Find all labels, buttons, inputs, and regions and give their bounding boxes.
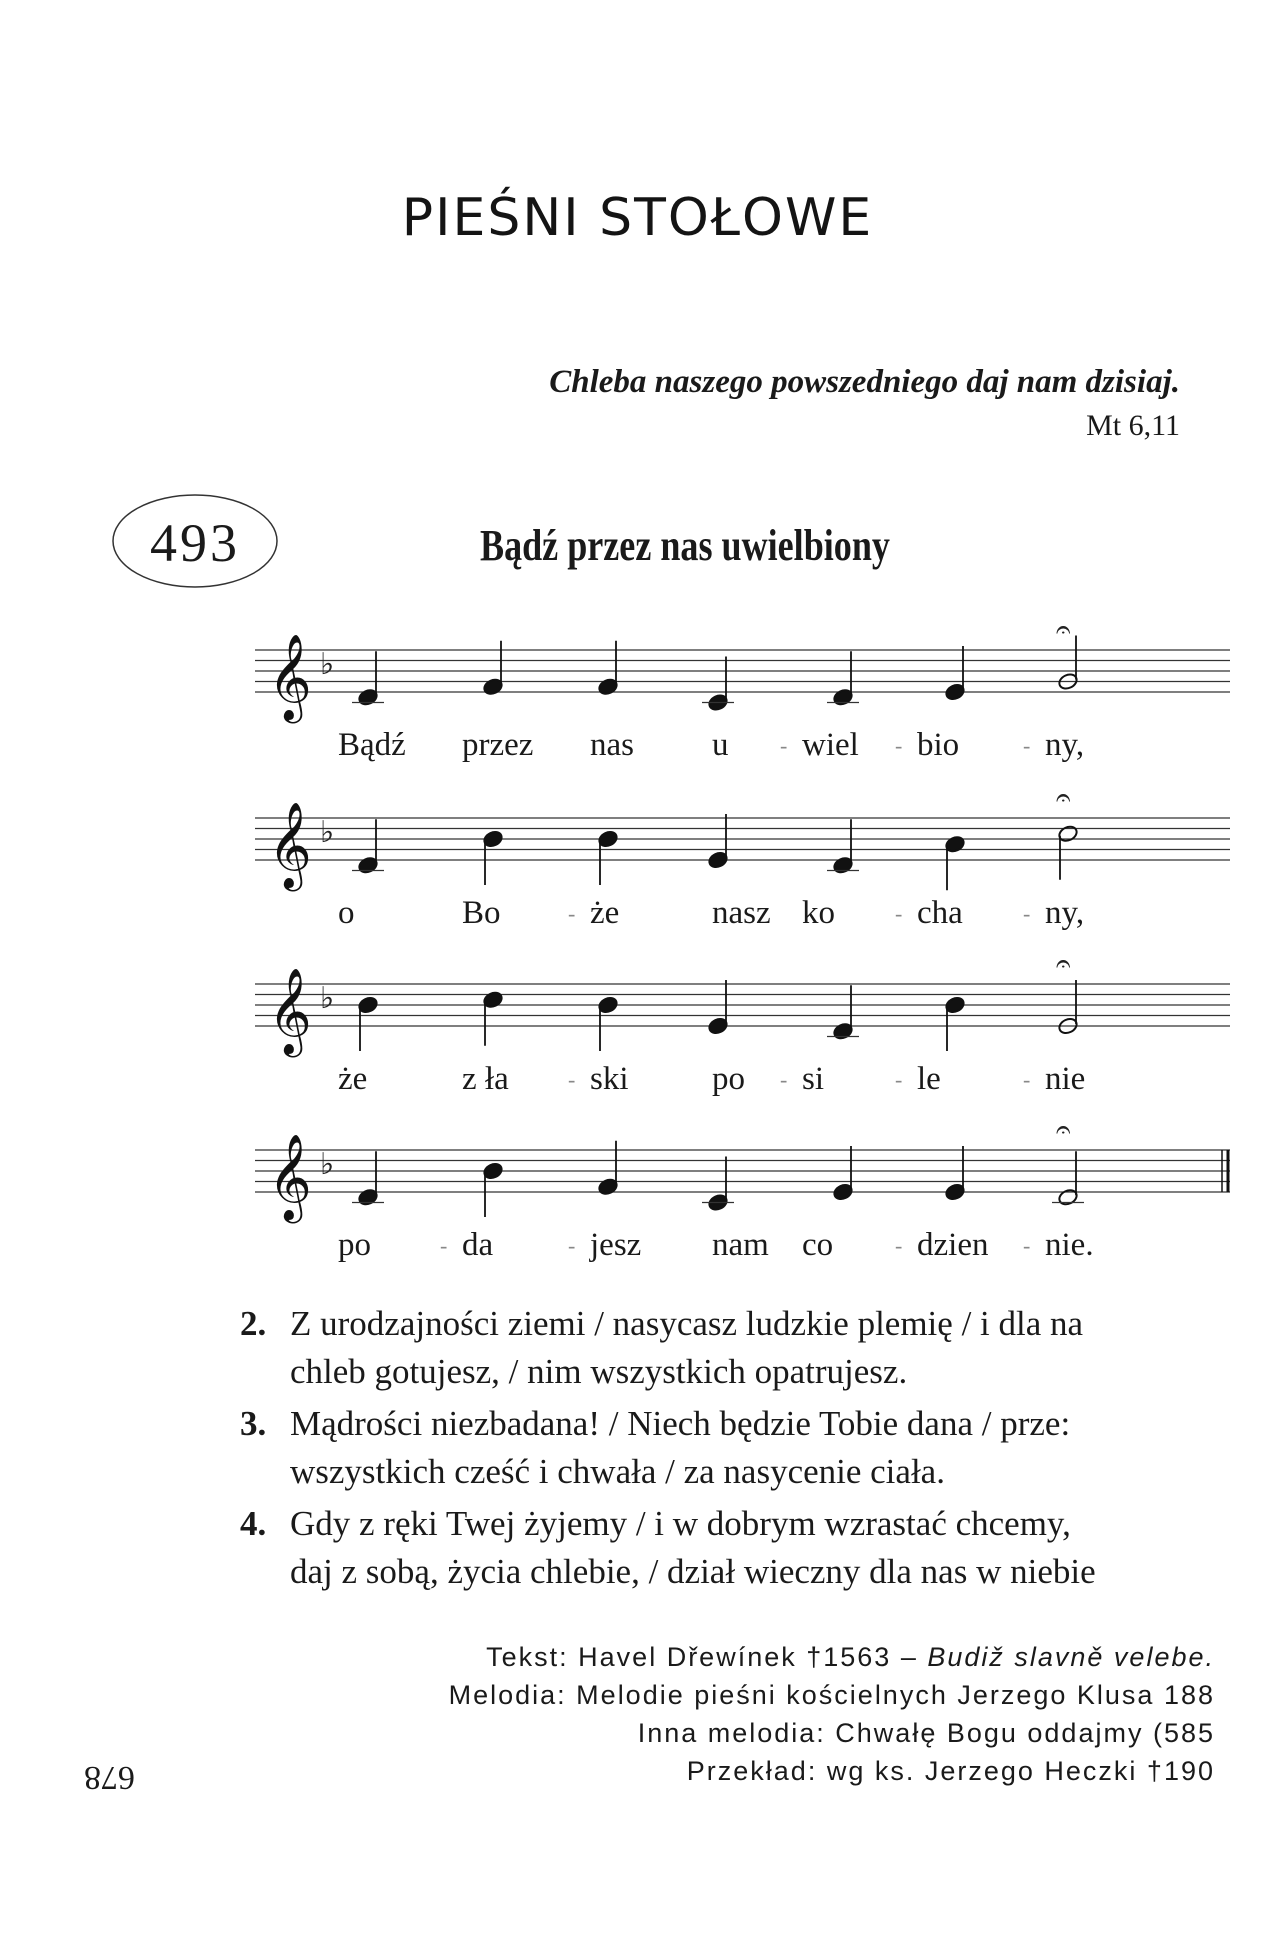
verse-number: 4. (240, 1504, 267, 1543)
lyric-hyphen: - (1023, 733, 1031, 758)
lyric-syllable: że (338, 1061, 368, 1097)
lyric-syllable: ko (802, 895, 835, 931)
credit-translation: Przekład: wg ks. Jerzego Heczki †190 (686, 1756, 1215, 1786)
lyric-syllable: nie (1045, 1061, 1086, 1097)
lyric-syllable: ski (590, 1061, 629, 1097)
lyric-syllable: da (462, 1227, 494, 1263)
lyric-hyphen: - (568, 1067, 576, 1092)
lyric-syllable: przez (462, 727, 534, 763)
verse-line: daj z sobą, życia chlebie, / dział wieczny dla nas w niebie (290, 1552, 1096, 1591)
lyric-syllable: ny, (1045, 895, 1085, 931)
lyric-hyphen: - (440, 1233, 448, 1258)
treble-clef-icon: 𝄞 (268, 634, 312, 720)
lyric-syllable: jesz (590, 1227, 642, 1263)
lyric-hyphen: - (780, 1067, 788, 1092)
lyric-hyphen: - (895, 1233, 903, 1258)
lyric-syllable: le (917, 1061, 941, 1097)
verse-line: Gdy z ręki Twej żyjemy / i w dobrym wzrastać chcemy, (290, 1504, 1071, 1543)
lyric-syllable: wiel (802, 727, 859, 763)
fermata-icon: 𝄐 (1056, 1115, 1071, 1145)
lyric-syllable: nie. (1045, 1227, 1094, 1263)
credit-text (315, 1642, 1215, 1673)
song-title: Bądź przez nas uwielbiony (480, 521, 890, 570)
lyric-hyphen: - (568, 1233, 576, 1258)
lyric-syllable: si (802, 1061, 825, 1097)
credit-text-label: Tekst: Havel Dřewínek †1563 – (486, 1642, 928, 1672)
motto-text: Chleba naszego powszedniego daj nam dzisiaj. (549, 364, 1180, 400)
flat-icon: ♭ (320, 815, 335, 850)
lyric-syllable: co (802, 1227, 834, 1263)
lyric-syllable: dzien (917, 1227, 989, 1263)
lyric-hyphen: - (1023, 1233, 1031, 1258)
verse-number: 3. (240, 1404, 267, 1443)
lyric-hyphen: - (895, 1067, 903, 1092)
lyric-syllable: po (712, 1061, 745, 1097)
lyric-hyphen: - (895, 901, 903, 926)
lyric-hyphen: - (568, 901, 576, 926)
lyric-syllable: nasz (712, 895, 771, 931)
verse-3 (240, 1400, 1070, 1496)
verse-line: Z urodzajności ziemi / nasycasz ludzkie plemię / i dla na (290, 1304, 1084, 1343)
fermata-icon: 𝄐 (1056, 615, 1071, 645)
lyric-hyphen: - (895, 733, 903, 758)
lyric-syllable: bio (917, 727, 960, 763)
lyric-hyphen: - (1023, 1067, 1031, 1092)
song-number: 493 (150, 513, 240, 573)
verse-line: chleb gotujesz, / nim wszystkich opatrujesz. (290, 1352, 908, 1391)
lyric-syllable: z ła (462, 1061, 509, 1097)
verse-2 (240, 1300, 1083, 1396)
flat-icon: ♭ (320, 1147, 335, 1182)
credit-alt-melody: Inna melodia: Chwałę Bogu oddajmy (585 (637, 1718, 1215, 1748)
verse-line: Mądrości niezbadana! / Niech będzie Tobie dana / prze: (290, 1404, 1071, 1443)
credit-text-original: Budiž slavně velebe. (927, 1642, 1215, 1672)
flat-icon: ♭ (320, 981, 335, 1016)
treble-clef-icon: 𝄞 (268, 802, 312, 888)
motto-reference: Mt 6,11 (1086, 409, 1180, 442)
fermata-icon: 𝄐 (1056, 783, 1071, 813)
verse-line: wszystkich cześć i chwała / za nasycenie ciała. (290, 1452, 945, 1491)
lyric-syllable: cha (917, 895, 963, 931)
lyric-syllable: nam (712, 1227, 769, 1263)
fermata-icon: 𝄐 (1056, 949, 1071, 979)
lyric-syllable: u (712, 727, 729, 763)
lyric-syllable: nas (590, 727, 634, 763)
flat-icon: ♭ (320, 647, 335, 682)
credit-melody: Melodia: Melodie pieśni kościelnych Jerzego Klusa 188 (448, 1680, 1215, 1710)
verse-4 (240, 1500, 1096, 1596)
lyric-syllable: Bądź (338, 727, 406, 763)
lyric-syllable: że (590, 895, 620, 931)
treble-clef-icon: 𝄞 (268, 968, 312, 1054)
lyric-syllable: o (338, 895, 355, 931)
lyric-hyphen: - (1023, 901, 1031, 926)
verse-number: 2. (240, 1304, 267, 1343)
lyric-syllable: ny, (1045, 727, 1085, 763)
page-title: PIEŚNI STOŁOWE (401, 188, 874, 248)
treble-clef-icon: 𝄞 (268, 1134, 312, 1220)
lyric-hyphen: - (780, 733, 788, 758)
lyric-syllable: po (338, 1227, 371, 1263)
page-number: 678 (84, 1759, 135, 1796)
lyric-syllable: Bo (462, 895, 501, 931)
